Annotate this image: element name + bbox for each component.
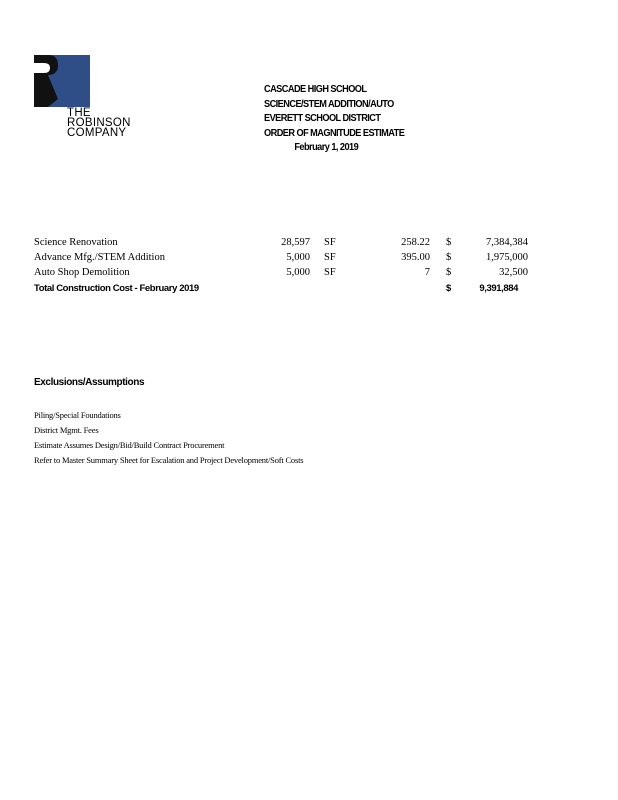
line-item-total: 1,975,000 [486,252,528,263]
header-project: SCIENCE/STEM ADDITION/AUTO [264,98,394,110]
exclusion-item: Estimate Assumes Design/Bid/Build Contract Procurement [34,440,225,450]
line-item-rate: 258.22 [401,237,430,248]
line-item-rate: 395.00 [401,252,430,263]
robinson-logo-icon [34,55,90,107]
line-item-currency: $ [446,237,452,248]
line-item-rate: 7 [424,267,430,278]
exclusions-list [34,408,303,468]
total-value: 9,391,884 [479,283,518,294]
header-school: CASCADE HIGH SCHOOL [264,84,367,95]
line-item-unit: SF [324,237,336,248]
line-item-row [34,251,554,265]
exclusion-item: Refer to Master Summary Sheet for Escalation and Project Development/Soft Costs [34,455,304,465]
exclusions-title: Exclusions/Assumptions [34,377,145,388]
total-currency: $ [446,283,451,294]
line-item-row [34,236,554,250]
company-name-line1: THE [67,107,91,119]
line-item-description: Auto Shop Demolition [34,267,130,278]
total-label: Total Construction Cost - February 2019 [34,283,199,294]
line-item-unit: SF [324,252,336,263]
line-item-total: 7,384,384 [486,237,528,248]
document-header [264,83,404,156]
total-row [34,282,554,296]
line-item-description: Advance Mfg./STEM Addition [34,252,165,263]
header-date: February 1, 2019 [294,142,359,153]
line-item-description: Science Renovation [34,237,118,248]
header-district: EVERETT SCHOOL DISTRICT [264,113,381,124]
exclusion-item: District Mgmt. Fees [34,425,99,435]
line-item-total: 32,500 [499,267,528,278]
header-estimate-type: ORDER OF MAGNITUDE ESTIMATE [264,127,405,139]
line-item-quantity: 5,000 [286,267,310,278]
line-item-row [34,266,554,280]
company-logo [34,55,154,150]
exclusion-item: Piling/Special Foundations [34,410,121,420]
company-name-line2: ROBINSON [67,117,131,129]
line-item-unit: SF [324,267,336,278]
line-item-currency: $ [446,252,452,263]
line-item-quantity: 28,597 [281,237,310,248]
line-item-quantity: 5,000 [286,252,310,263]
line-item-currency: $ [446,267,452,278]
company-name [67,108,131,138]
company-name-line3: COMPANY [67,127,127,139]
